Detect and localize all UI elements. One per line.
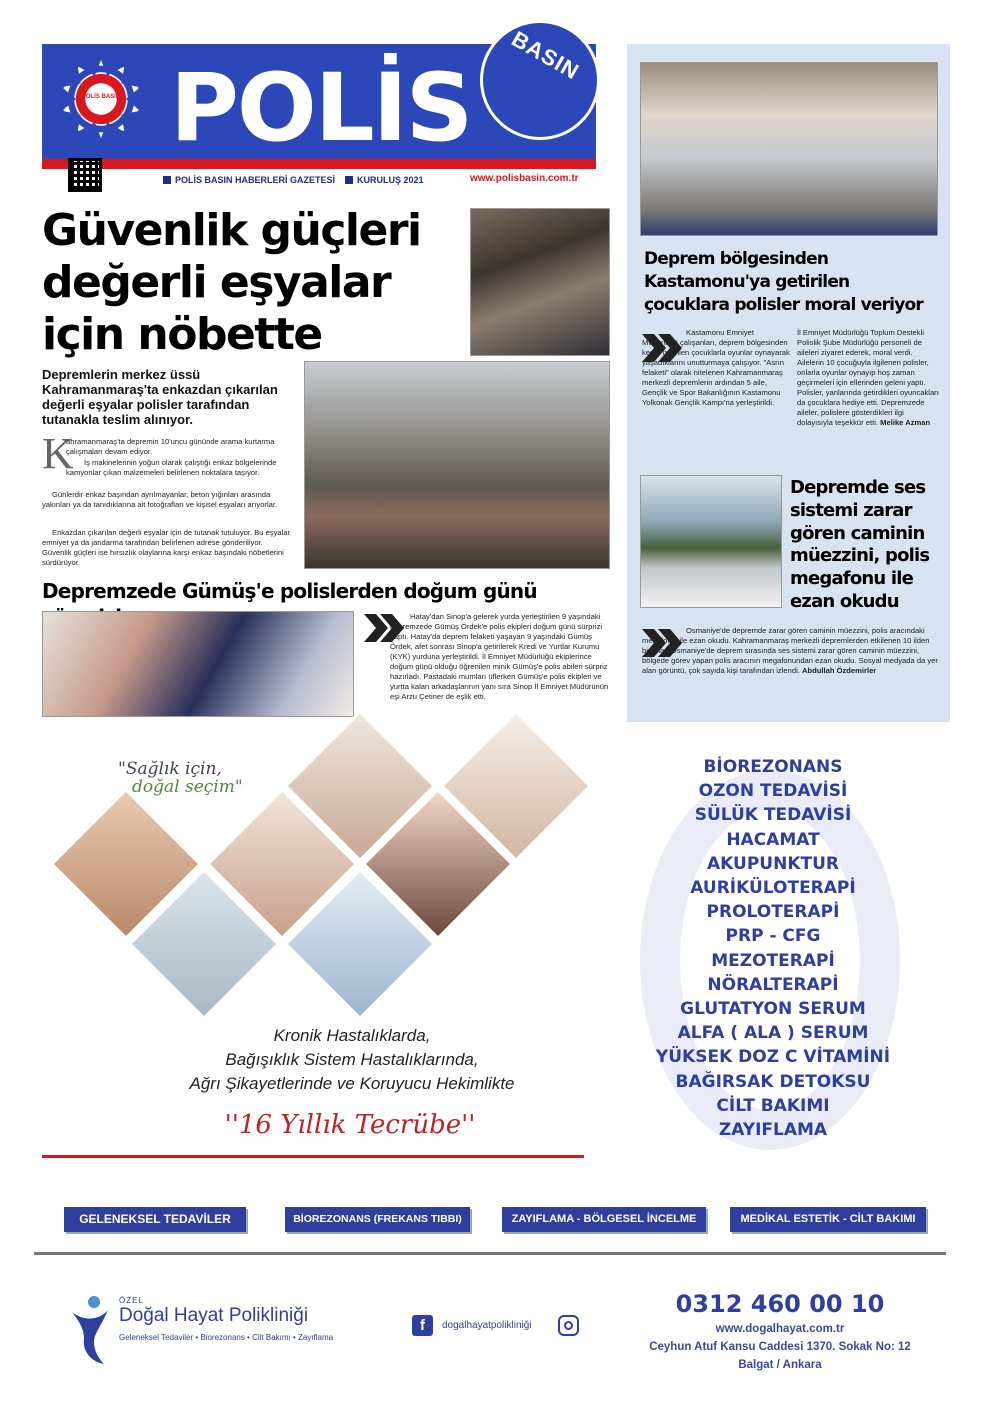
birthday-photo <box>42 611 354 717</box>
lead-paragraph-4: Enkazdan çıkarılan değerli eşyalar için de tutanak tutuluyor. Bu eşyalar emniyet ya da jandarma tarafından belirlenen adrese gönderiliyor. Güvenlik güçleri ise hırsızlık olaylarına karşı enkaz başındaki nöbetlerini sürdürüyor. <box>42 528 291 567</box>
treatment-item: BAĞIRSAK DETOKSU <box>675 1071 871 1092</box>
treatment-item: OZON TEDAVİSİ <box>698 781 848 802</box>
sidebar-story1-headline <box>644 248 944 317</box>
pill-slimming[interactable]: ZAYIFLAMA - BÖLGESEL İNCELME <box>502 1207 706 1232</box>
sidebar-photo-police-children <box>640 62 938 236</box>
sidebar-story2-headline <box>790 477 945 614</box>
sidebar-story1-headline-line: Deprem bölgesinden <box>644 249 829 269</box>
sidebar-story1-headline-line: Kastamonu'ya getirilen <box>644 272 850 292</box>
ad-copy-line-3: Ağrı Şikayetlerinde ve Koruyucu Hekimlikte <box>189 1074 515 1093</box>
masthead-logo: POLİS <box>170 54 472 163</box>
treatment-item: GLUTATYON SERUM <box>680 999 866 1020</box>
basin-label: BASIN <box>507 26 584 85</box>
pill-bioresonance[interactable]: BİOREZONANS (FREKANS TIBBI) <box>285 1207 470 1232</box>
lead-paragraph-2: İş makinelerinin yoğun olarak çalıştığı enkaz bölgelerinde kamyonlar çıkan malzemeleri belirlenen noktalara taşıyor. <box>66 458 277 477</box>
lead-photo-large <box>304 361 610 569</box>
lead-paragraph-1: ahramanmaraş'ta depremin 10'uncu gününde arama kurtarma çalışmaları devam ediyor. <box>66 437 275 456</box>
sidebar-photo-police-car <box>640 475 782 608</box>
sidebar-story2-headline-line: ezan okudu <box>790 590 899 612</box>
clinic-address-2: Balgat / Ankara <box>738 1359 822 1371</box>
treatment-item: HACAMAT <box>726 829 820 850</box>
instagram-icon[interactable] <box>558 1315 579 1336</box>
birthday-headline: Depremzede Gümüş'e polislerden doğum günü <box>42 579 537 603</box>
ad-copy-line-2: Bağışıklık Sistem Hastalıklarında, <box>225 1050 479 1069</box>
masthead-url[interactable]: www.polisbasin.com.tr <box>470 173 579 184</box>
treatment-item: SÜLÜK TEDAVİSİ <box>694 805 852 826</box>
clinic-phone[interactable]: 0312 460 00 10 <box>675 1290 885 1318</box>
lead-headline-line: değerli eşyalar <box>42 257 391 308</box>
treatment-item: NÖRALTERAPİ <box>707 974 839 995</box>
lead-headline-line: Güvenlik güçleri <box>42 205 421 256</box>
sidebar-story1-col1: Kastamonu Emniyet Müdürlüğü çalışanları, deprem bölgesinden kente getirilen çocuklarla oyunlar oynayarak yaşadıklarını unutturmaya çalışıyor. "Asrın felaketi" olarak nitelenen Kahramanmaraş merkezli depremlerin ardından 5 aile, Gençlik ve Spor Bakanlığının Kastamonu Yolkonak Gençlik Kampı'na yerleştirildi. <box>642 328 790 407</box>
sidebar-story1-col2: İl Emniyet Müdürlüğü Toplum Destekli Polislik Şube Müdürlüğü personeli de aileleri ziyaret ederek, moral verdi. Ailelerin 10 çocuğuyla ilgilenen polisler, onlarla oyunlar oynayıp hoş zaman geçirmeleri için ellerinden geleni yaptı. Polisler, yanlarında getirdikleri oyuncakları da çocuklara hediye etti. Depremzede aileler, polislere gösterdikleri ilgi dolayısıyla teşekkür etti. Melike Azman <box>797 328 939 427</box>
sidebar-story1-byline: Melike Azman <box>880 418 931 427</box>
lead-headline-line: için nöbette <box>42 309 322 360</box>
treatment-item: ALFA ( ALA ) SERUM <box>677 1023 869 1044</box>
clinic-name: Doğal Hayat Polikliniği <box>119 1305 309 1326</box>
ad-experience: ''16 Yıllık Tecrübe'' <box>224 1110 476 1140</box>
lead-headline <box>42 205 462 361</box>
treatment-item: AURİKÜLOTERAPİ <box>690 878 856 899</box>
sidebar-story2-headline-line: sistemi zarar <box>790 499 912 521</box>
masthead-founded: KURULUŞ 2021 <box>345 175 424 185</box>
clinic-address-1: Ceyhun Atuf Kansu Caddesi 1370. Sokak No: 12 <box>649 1341 911 1353</box>
birthday-text: Hatay'dan Sinop'a gelerek yurda yerleştirilen 9 yaşındaki depremzede Gümüş Ördek'e polis ekipleri doğum günü sürprizi yaptı. Hatay'da deprem felaketi yaşayan 9 yaşındaki Gümüş Ördek, afet sonrası Sinop'a getirilerek Kredi ve Yurtlar Kurumu (KYK) yurduna yerleştirildi. İl Emniyet Müdürlüğü ekiplerince doğum günü olduğu öğrenilen minik Gümüş'e polis abileri sürpriz hazırladı. Pastadaki mumları üflerken Gümüş'e polis ekipleri ve yurtta kalan arkadaşlarının yanı sıra Sinop İl Emniyet Müdürünün eşi Arzu Çetiner de eşlik etti. <box>390 612 609 701</box>
sidebar-story2-text: Osmaniye'de depremde zarar gören caminin müezzini, polis aracındaki megafonla ile ezan okudu. Kahramanmaraş merkezli depremlerden etkilenen 10 ilden biri olan Osmaniye'de deprem sırasında ses sistemi zarar gören caminin müezzini, bölgede görev yapan polis aracının megafonundan ezan okudu. Sosyal medyada da yer alan görüntü, çok sayıda kişi tarafından izlendi. Abdullah Özdemirler <box>642 626 938 675</box>
treatment-item: ZAYIFLAMA <box>718 1120 828 1141</box>
qr-code-icon <box>68 158 102 192</box>
lead-subhead: Depremlerin merkez üssü Kahramanmaraş'ta enkazdan çıkarılan değerli eşyalar polisler tarafından tutanakla teslim alınıyor. <box>42 367 278 427</box>
ad-divider-red <box>42 1155 584 1158</box>
lead-dropcap: K <box>42 429 74 478</box>
treatment-item: BİOREZONANS <box>703 757 843 777</box>
clinic-tagline: Geleneksel Tedaviler • Biorezonans • Cilt Bakımı • Zayıflama <box>119 1333 334 1342</box>
lead-paragraph-3: Günlerdir enkaz başından ayrılmayanlar, beton yığınları arasında yakınları ya da tanıdıklarına ait fotoğrafları ve kişisel eşyaları arıyorlar. <box>42 490 278 509</box>
sidebar-story2-headline-line: Depremde ses <box>790 477 926 498</box>
social-handle[interactable]: dogalhayatpolikliniği <box>442 1320 532 1331</box>
sidebar-story2-headline-line: gören caminin <box>790 522 925 544</box>
treatments-list <box>598 755 948 1142</box>
masthead-tagline: POLİS BASIN HABERLERİ GAZETESİ <box>163 175 335 185</box>
footer-divider <box>34 1252 946 1255</box>
sidebar-story2-headline-line: müezzini, polis <box>790 545 930 567</box>
clinic-prefix: ÖZEL <box>119 1296 144 1305</box>
treatment-item: AKUPUNKTUR <box>707 853 839 874</box>
lead-photo-small <box>470 208 610 356</box>
sidebar-story2-headline-line: megafonu ile <box>790 568 914 590</box>
clinic-website[interactable]: www.dogalhayat.com.tr <box>715 1323 845 1335</box>
ad-copy-line-1: Kronik Hastalıklarda, <box>273 1026 431 1045</box>
treatment-item: YÜKSEK DOZ C VİTAMİNİ <box>655 1047 891 1068</box>
treatment-item: PROLOTERAPİ <box>706 902 840 923</box>
treatment-item: CİLT BAKIMI <box>716 1095 830 1116</box>
ad-slogan-line-1: "Sağlık için, <box>118 759 222 779</box>
treatment-item: PRP - CFG <box>725 926 821 947</box>
sidebar-story2-byline: Abdullah Özdemirler <box>802 666 877 675</box>
pill-traditional[interactable]: GELENEKSEL TEDAVİLER <box>64 1207 246 1232</box>
ad-slogan-line-2: doğal seçim" <box>132 777 243 797</box>
treatment-item: MEZOTERAPİ <box>711 950 835 971</box>
sidebar-story1-headline-line: çocuklara polisler moral veriyor <box>644 295 923 315</box>
clinic-logo-icon <box>70 1294 110 1366</box>
facebook-icon[interactable]: f <box>412 1315 433 1336</box>
pill-aesthetics[interactable]: MEDİKAL ESTETİK - CİLT BAKIMI <box>730 1207 926 1232</box>
badge-text: POLİS BASIN <box>81 94 121 100</box>
ad-slogan <box>118 760 243 796</box>
